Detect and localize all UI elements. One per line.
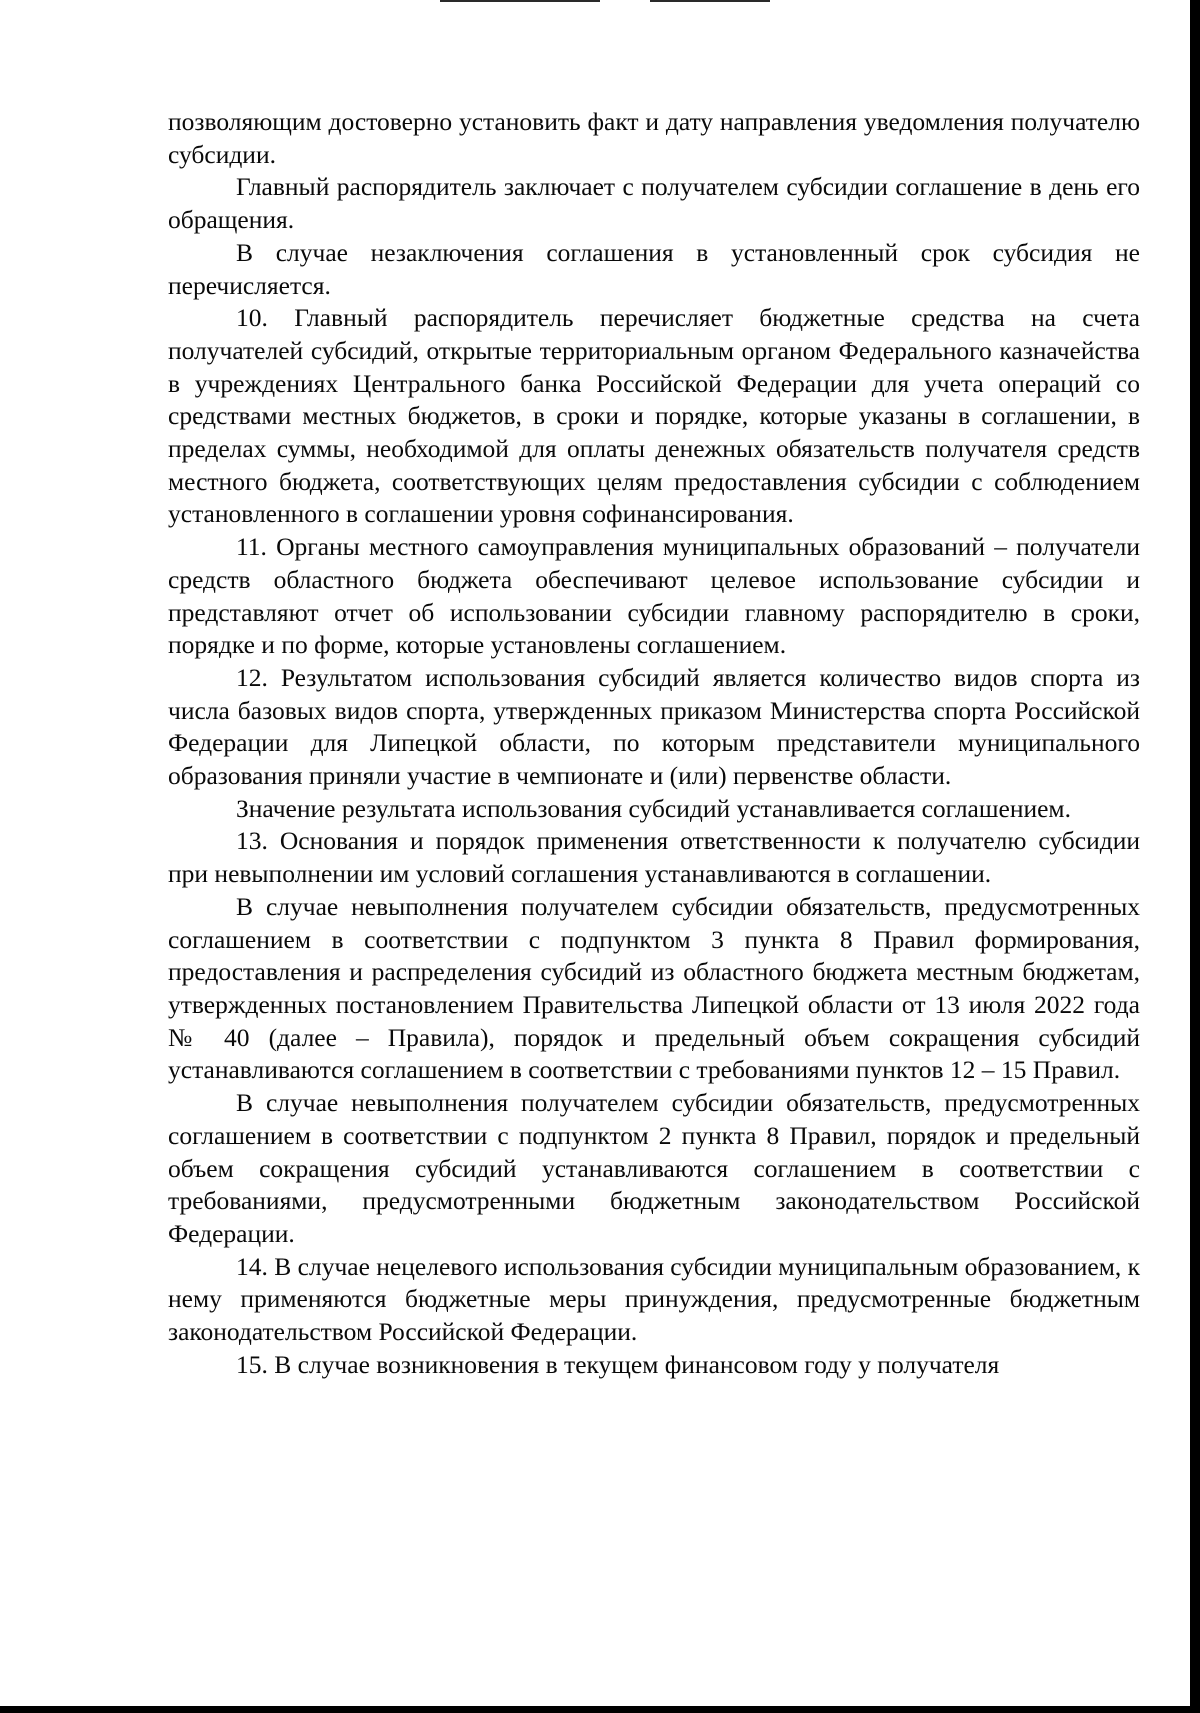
paragraph-item-15: 15. В случае возникновения в текущем финансовом году у получателя (236, 1349, 1000, 1379)
paragraph-noncompliance-subpoint-3: В случае невыполнения получателем субсидии обязательств, предусмотренных соглашением в соответствии с подпунктом 3 пункта 8 Правил формирования, предоставления и распределения субсидий из областного бюджета местным бюджетам, утвержденных постановлением Правительства Липецкой области от 13 июля 2022 года № 40 (далее – Правила), порядок и предельный объем сокращения субсидий устанавливаются соглашением в соответствии с требованиями пунктов 12 – 15 Правил. (168, 891, 1140, 1085)
paragraph-item-11: 11. Органы местного самоуправления муниципальных образований – получатели средств областного бюджета обеспечивают целевое использование субсидии и представляют отчет об использовании субсидии главному распорядителю в сроки, порядке и по форме, которые установлены соглашением. (168, 532, 1140, 660)
document-body (168, 106, 1140, 1381)
scan-artifact-top-line (650, 0, 770, 2)
paragraph-item-13: 13. Основания и порядок применения ответственности к получателю субсидии при невыполнении им условий соглашения устанавливаются в соглашении. (168, 826, 1140, 889)
paragraph-item-14: 14. В случае нецелевого использования субсидии муниципальным образованием, к нему применяются бюджетные меры принуждения, предусмотренные бюджетным законодательством Российской Федерации. (168, 1251, 1140, 1347)
paragraph-item-10: 10. Главный распорядитель перечисляет бюджетные средства на счета получателей субсидий, открытые территориальным органом Федерального казначейства в учреждениях Центрального банка Российской Федерации для учета операций со средствами местных бюджетов, в сроки и порядке, которые указаны в соглашении, в пределах суммы, необходимой для оплаты денежных обязательств получателя средств местного бюджета, соответствующих целям предоставления субсидии с соблюдением установленного в соглашении уровня софинансирования. (168, 303, 1140, 529)
paragraph-no-agreement: В случае незаключения соглашения в установленный срок субсидия не перечисляется. (168, 237, 1140, 300)
paragraph-result-value: Значение результата использования субсидий устанавливается соглашением. (236, 793, 1071, 823)
paragraph-noncompliance-subpoint-2: В случае невыполнения получателем субсидии обязательств, предусмотренных соглашением в соответствии с подпунктом 2 пункта 8 Правил, порядок и предельный объем сокращения субсидий устанавливаются соглашением в соответствии с требованиями, предусмотренными бюджетным законодательством Российской Федерации. (168, 1088, 1140, 1248)
scan-artifact-bottom-edge (0, 1706, 1200, 1713)
paragraph-item-12: 12. Результатом использования субсидий является количество видов спорта из числа базовых видов спорта, утвержденных приказом Министерства спорта Российской Федерации для Липецкой области, по которым представители муниципального образования приняли участие в чемпионате и (или) первенстве области. (168, 662, 1140, 791)
scan-artifact-right-edge (1190, 0, 1200, 1713)
paragraph-continuation: позволяющим достоверно установить факт и дату направления уведомления получателю субсидии. (168, 107, 1140, 169)
paragraph-agreement-conclusion: Главный распорядитель заключает с получателем субсидии соглашение в день его обращения. (168, 172, 1140, 235)
scan-artifact-top-line (440, 0, 600, 2)
